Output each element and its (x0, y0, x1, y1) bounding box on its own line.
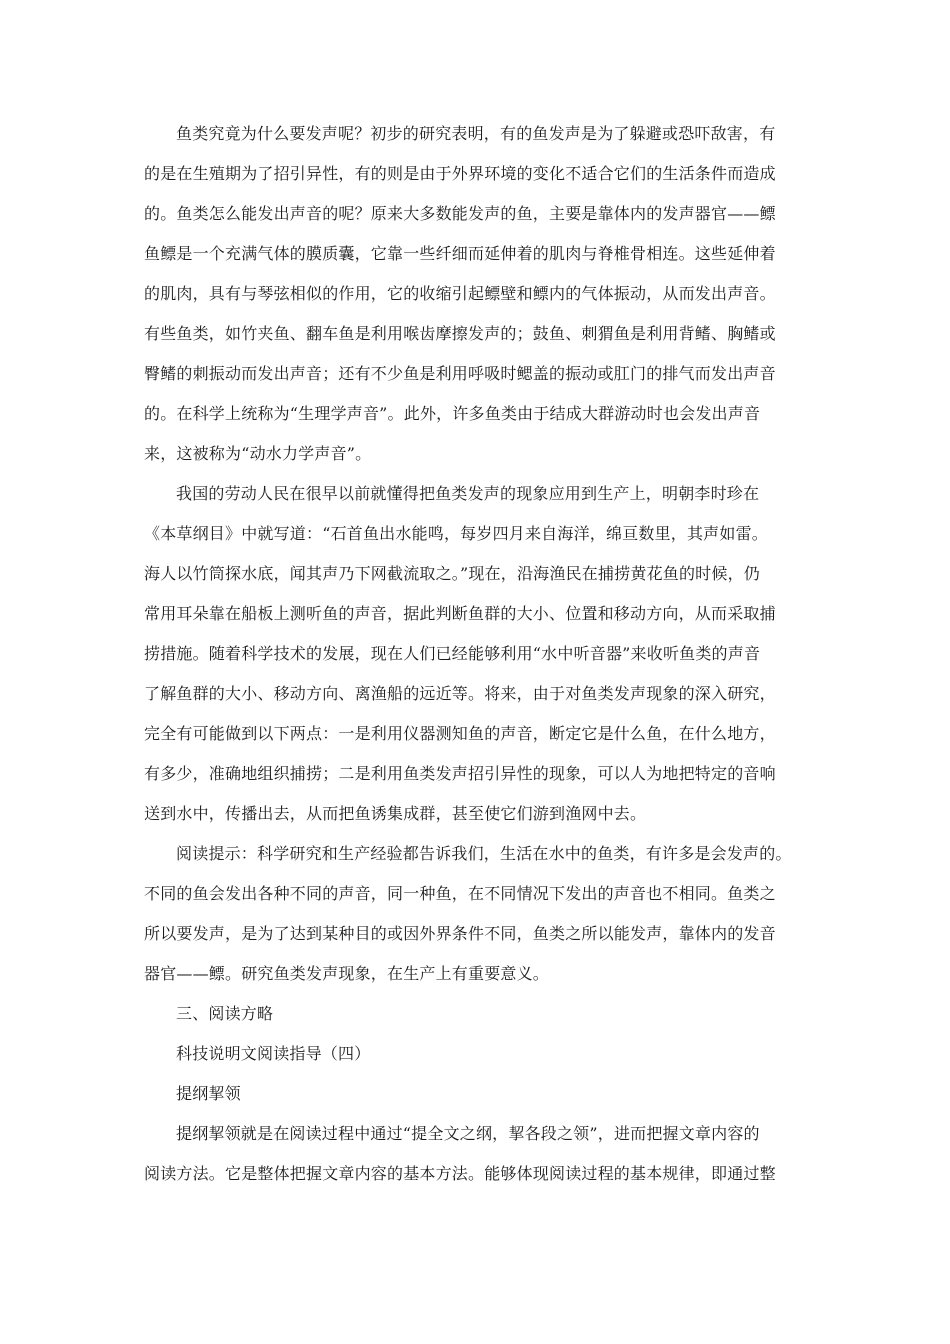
text-line: 的。在科学上统称为“生理学声音”。此外，许多鱼类由于结成大群游动时也会发出声音 (144, 404, 761, 423)
text-line: 《本草纲目》中就写道：“石首鱼出水能鸣，每岁四月来自海洋，绵亘数里，其声如雷。 (144, 524, 768, 543)
text-line: 所以要发声，是为了达到某种目的或因外界条件不同，鱼类之所以能发声，靠体内的发音 (144, 924, 776, 943)
text-line: 器官——鳔。研究鱼类发声现象，在生产上有重要意义。 (144, 964, 550, 983)
text-line: 完全有可能做到以下两点：一是利用仪器测知鱼的声音，断定它是什么鱼，在什么地方， (144, 724, 776, 743)
text-line: 我国的劳动人民在很早以前就懂得把鱼类发声的现象应用到生产上，明朝李时珍在 (176, 484, 760, 503)
text-line: 提纲挈领就是在阅读过程中通过“提全文之纲，挈各段之领”，进而把握文章内容的 (176, 1124, 760, 1143)
text-line: 有些鱼类，如竹夹鱼、翻车鱼是利用喉齿摩擦发声的；鼓鱼、刺猬鱼是利用背鳍、胸鳍或 (144, 324, 776, 343)
text-line: 的是在生殖期为了招引异性，有的则是由于外界环境的变化不适合它们的生活条件而造成 (144, 164, 776, 183)
text-line: 捞措施。随着科学技术的发展，现在人们已经能够利用“水中听音器”来收听鱼类的声音 (144, 644, 761, 663)
text-line: 送到水中，传播出去，从而把鱼诱集成群，甚至使它们游到渔网中去。 (144, 804, 647, 823)
topic-heading: 提纲挈领 (176, 1084, 241, 1103)
text-line: 不同的鱼会发出各种不同的声音，同一种鱼，在不同情况下发出的声音也不相同。鱼类之 (144, 884, 776, 903)
text-line: 的。鱼类怎么能发出声音的呢？原来大多数能发声的鱼，主要是靠体内的发声器官——鳔 (144, 204, 776, 223)
text-line: 臀鳍的刺振动而发出声音；还有不少鱼是利用呼吸时鳃盖的振动或肛门的排气而发出声音 (144, 364, 776, 383)
text-line: 了解鱼群的大小、移动方向、离渔船的远近等。将来，由于对鱼类发声现象的深入研究， (144, 684, 776, 703)
text-line: 海人以竹筒探水底，闻其声乃下网截流取之。”现在，沿海渔民在捕捞黄花鱼的时候，仍 (144, 564, 760, 583)
text-line: 阅读提示：科学研究和生产经验都告诉我们，生活在水中的鱼类，有许多是会发声的。 (176, 844, 792, 863)
text-line: 阅读方法。它是整体把握文章内容的基本方法。能够体现阅读过程的基本规律，即通过整 (144, 1164, 776, 1183)
text-line: 来，这被称为“动水力学声音”。 (144, 444, 372, 463)
text-line: 有多少，准确地组织捕捞；二是利用鱼类发声招引异性的现象，可以人为地把特定的音响 (144, 764, 776, 783)
text-line: 鱼类究竟为什么要发声呢？初步的研究表明，有的鱼发声是为了躲避或恐吓敌害，有 (176, 124, 776, 143)
section-heading: 三、阅读方略 (176, 1004, 274, 1023)
text-line: 鱼鳔是一个充满气体的膜质囊，它靠一些纤细而延伸着的肌肉与脊椎骨相连。这些延伸着 (144, 244, 776, 263)
text-line: 的肌肉，具有与琴弦相似的作用，它的收缩引起鳔壁和鳔内的气体振动，从而发出声音。 (144, 284, 776, 303)
subsection-heading: 科技说明文阅读指导（四） (176, 1044, 371, 1063)
text-line: 常用耳朵靠在船板上测听鱼的声音，据此判断鱼群的大小、位置和移动方向，从而采取捕 (144, 604, 776, 623)
